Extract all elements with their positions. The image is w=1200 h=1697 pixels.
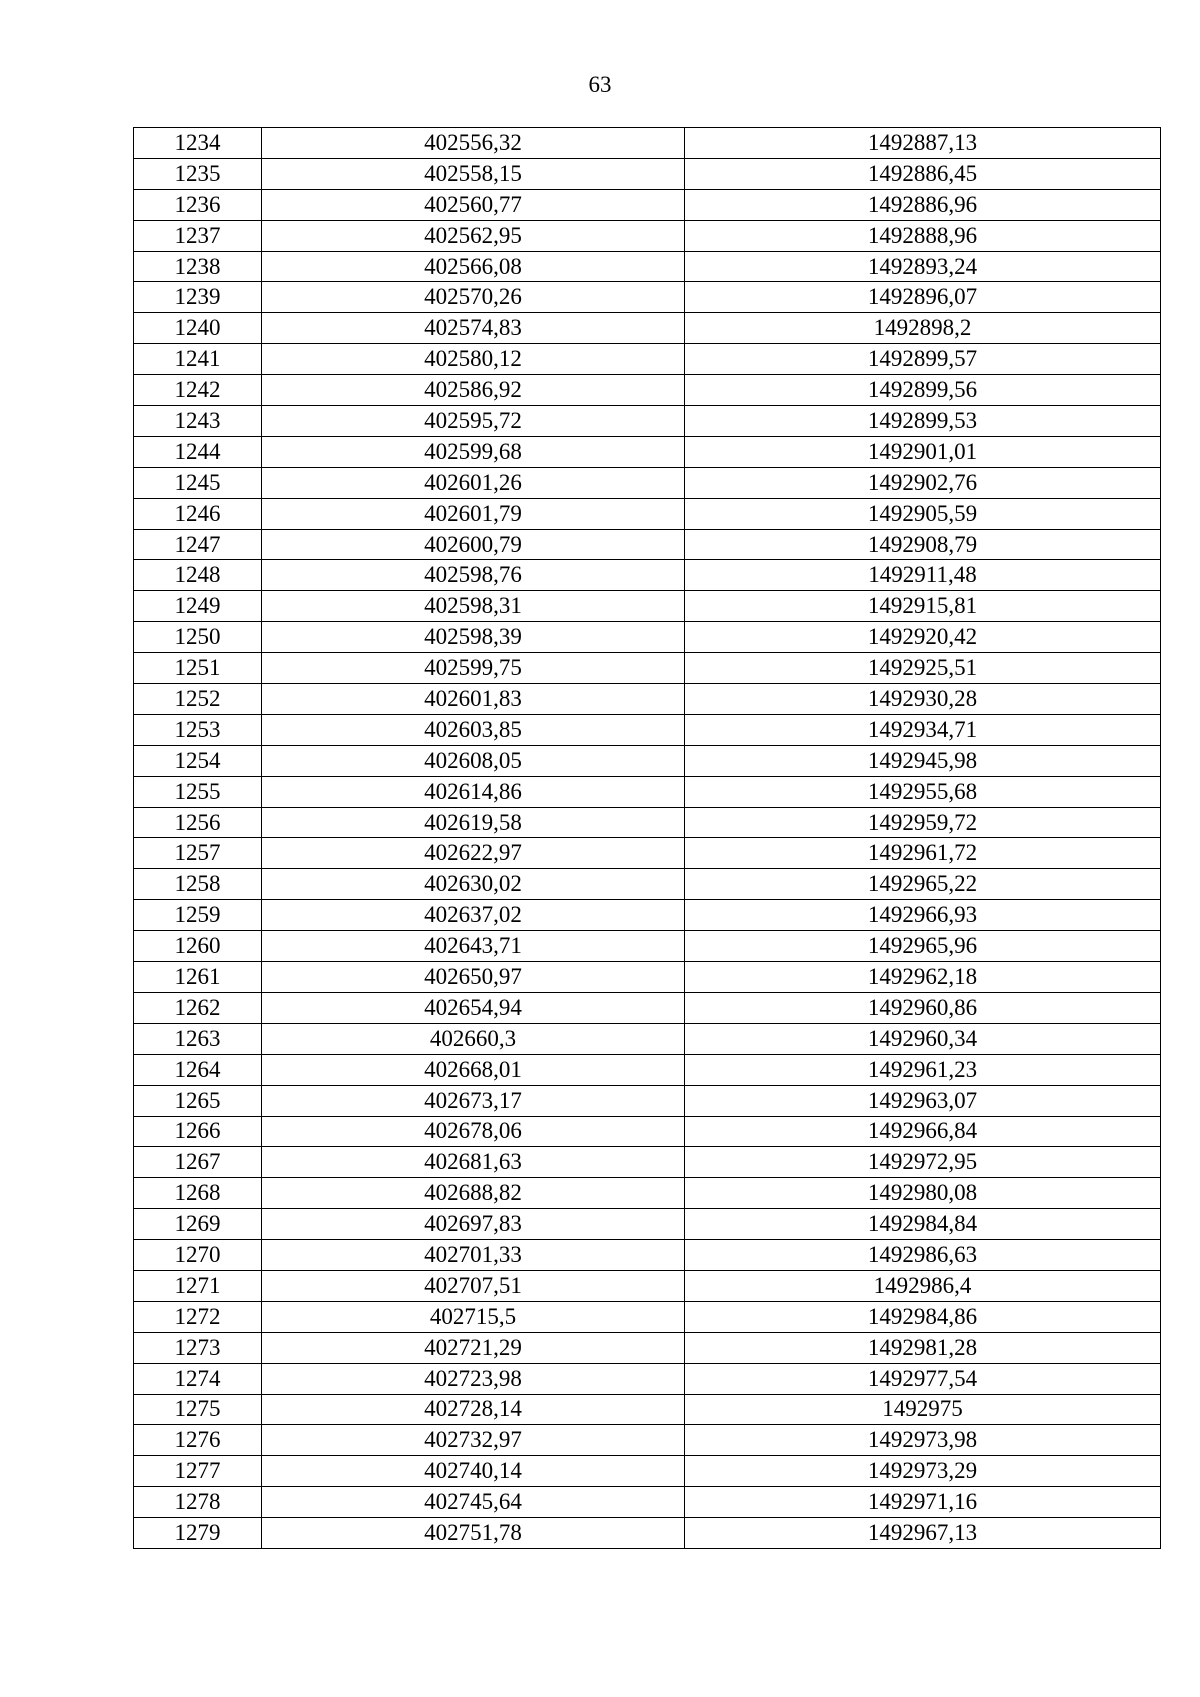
table-row <box>134 745 1161 776</box>
x-coordinate-cell: 402721,29 <box>262 1332 685 1363</box>
x-coordinate-cell: 402598,31 <box>262 591 685 622</box>
x-coordinate-cell: 402673,17 <box>262 1085 685 1116</box>
y-coordinate-cell: 1492898,2 <box>685 313 1161 344</box>
x-coordinate-cell: 402608,05 <box>262 745 685 776</box>
x-coordinate-cell: 402678,06 <box>262 1116 685 1147</box>
table-row <box>134 962 1161 993</box>
table-row <box>134 529 1161 560</box>
table-row <box>134 1209 1161 1240</box>
x-coordinate-cell: 402598,39 <box>262 622 685 653</box>
point-number-cell: 1244 <box>134 436 262 467</box>
x-coordinate-cell: 402707,51 <box>262 1270 685 1301</box>
point-number-cell: 1274 <box>134 1363 262 1394</box>
point-number-cell: 1268 <box>134 1178 262 1209</box>
table-row <box>134 1270 1161 1301</box>
x-coordinate-cell: 402595,72 <box>262 406 685 437</box>
table-row <box>134 560 1161 591</box>
point-number-cell: 1255 <box>134 776 262 807</box>
point-number-cell: 1239 <box>134 282 262 313</box>
x-coordinate-cell: 402715,5 <box>262 1301 685 1332</box>
point-number-cell: 1256 <box>134 807 262 838</box>
x-coordinate-cell: 402630,02 <box>262 869 685 900</box>
table-row <box>134 869 1161 900</box>
table-row <box>134 1332 1161 1363</box>
table-row <box>134 498 1161 529</box>
point-number-cell: 1251 <box>134 653 262 684</box>
x-coordinate-cell: 402723,98 <box>262 1363 685 1394</box>
x-coordinate-cell: 402599,75 <box>262 653 685 684</box>
y-coordinate-cell: 1492975 <box>685 1394 1161 1425</box>
point-number-cell: 1235 <box>134 158 262 189</box>
y-coordinate-cell: 1492961,72 <box>685 838 1161 869</box>
x-coordinate-cell: 402586,92 <box>262 375 685 406</box>
y-coordinate-cell: 1492888,96 <box>685 220 1161 251</box>
x-coordinate-cell: 402570,26 <box>262 282 685 313</box>
table-row <box>134 1425 1161 1456</box>
y-coordinate-cell: 1492930,28 <box>685 684 1161 715</box>
y-coordinate-cell: 1492959,72 <box>685 807 1161 838</box>
x-coordinate-cell: 402637,02 <box>262 900 685 931</box>
x-coordinate-cell: 402562,95 <box>262 220 685 251</box>
point-number-cell: 1243 <box>134 406 262 437</box>
x-coordinate-cell: 402654,94 <box>262 992 685 1023</box>
table-row <box>134 1023 1161 1054</box>
table-row <box>134 406 1161 437</box>
y-coordinate-cell: 1492887,13 <box>685 128 1161 159</box>
y-coordinate-cell: 1492886,96 <box>685 189 1161 220</box>
y-coordinate-cell: 1492899,57 <box>685 344 1161 375</box>
x-coordinate-cell: 402560,77 <box>262 189 685 220</box>
table-row <box>134 931 1161 962</box>
point-number-cell: 1238 <box>134 251 262 282</box>
x-coordinate-cell: 402603,85 <box>262 714 685 745</box>
point-number-cell: 1241 <box>134 344 262 375</box>
x-coordinate-cell: 402745,64 <box>262 1487 685 1518</box>
y-coordinate-cell: 1492955,68 <box>685 776 1161 807</box>
y-coordinate-cell: 1492901,01 <box>685 436 1161 467</box>
y-coordinate-cell: 1492899,56 <box>685 375 1161 406</box>
x-coordinate-cell: 402558,15 <box>262 158 685 189</box>
table-row <box>134 591 1161 622</box>
table-row <box>134 344 1161 375</box>
table-row <box>134 128 1161 159</box>
point-number-cell: 1246 <box>134 498 262 529</box>
table-row <box>134 158 1161 189</box>
x-coordinate-cell: 402650,97 <box>262 962 685 993</box>
point-number-cell: 1279 <box>134 1518 262 1549</box>
y-coordinate-cell: 1492908,79 <box>685 529 1161 560</box>
y-coordinate-cell: 1492899,53 <box>685 406 1161 437</box>
point-number-cell: 1252 <box>134 684 262 715</box>
table-row <box>134 467 1161 498</box>
y-coordinate-cell: 1492973,98 <box>685 1425 1161 1456</box>
x-coordinate-cell: 402643,71 <box>262 931 685 962</box>
point-number-cell: 1249 <box>134 591 262 622</box>
x-coordinate-cell: 402732,97 <box>262 1425 685 1456</box>
y-coordinate-cell: 1492967,13 <box>685 1518 1161 1549</box>
point-number-cell: 1247 <box>134 529 262 560</box>
y-coordinate-cell: 1492965,22 <box>685 869 1161 900</box>
point-number-cell: 1250 <box>134 622 262 653</box>
point-number-cell: 1262 <box>134 992 262 1023</box>
table-row <box>134 251 1161 282</box>
point-number-cell: 1269 <box>134 1209 262 1240</box>
point-number-cell: 1277 <box>134 1456 262 1487</box>
x-coordinate-cell: 402556,32 <box>262 128 685 159</box>
table-row <box>134 1054 1161 1085</box>
x-coordinate-cell: 402601,79 <box>262 498 685 529</box>
point-number-cell: 1270 <box>134 1240 262 1271</box>
point-number-cell: 1272 <box>134 1301 262 1332</box>
y-coordinate-cell: 1492984,86 <box>685 1301 1161 1332</box>
y-coordinate-cell: 1492986,63 <box>685 1240 1161 1271</box>
point-number-cell: 1265 <box>134 1085 262 1116</box>
coordinates-table <box>133 127 1161 1549</box>
y-coordinate-cell: 1492963,07 <box>685 1085 1161 1116</box>
table-row <box>134 1178 1161 1209</box>
table-row <box>134 1487 1161 1518</box>
table-row <box>134 1240 1161 1271</box>
y-coordinate-cell: 1492920,42 <box>685 622 1161 653</box>
point-number-cell: 1234 <box>134 128 262 159</box>
point-number-cell: 1245 <box>134 467 262 498</box>
y-coordinate-cell: 1492965,96 <box>685 931 1161 962</box>
x-coordinate-cell: 402668,01 <box>262 1054 685 1085</box>
point-number-cell: 1271 <box>134 1270 262 1301</box>
table-row <box>134 282 1161 313</box>
point-number-cell: 1242 <box>134 375 262 406</box>
x-coordinate-cell: 402601,83 <box>262 684 685 715</box>
coordinates-table-body <box>134 128 1161 1549</box>
point-number-cell: 1253 <box>134 714 262 745</box>
table-row <box>134 684 1161 715</box>
y-coordinate-cell: 1492981,28 <box>685 1332 1161 1363</box>
y-coordinate-cell: 1492966,93 <box>685 900 1161 931</box>
y-coordinate-cell: 1492945,98 <box>685 745 1161 776</box>
x-coordinate-cell: 402701,33 <box>262 1240 685 1271</box>
y-coordinate-cell: 1492962,18 <box>685 962 1161 993</box>
y-coordinate-cell: 1492896,07 <box>685 282 1161 313</box>
x-coordinate-cell: 402697,83 <box>262 1209 685 1240</box>
x-coordinate-cell: 402688,82 <box>262 1178 685 1209</box>
table-row <box>134 1363 1161 1394</box>
table-row <box>134 375 1161 406</box>
x-coordinate-cell: 402580,12 <box>262 344 685 375</box>
table-row <box>134 653 1161 684</box>
y-coordinate-cell: 1492960,86 <box>685 992 1161 1023</box>
y-coordinate-cell: 1492960,34 <box>685 1023 1161 1054</box>
table-row <box>134 1116 1161 1147</box>
table-row <box>134 992 1161 1023</box>
x-coordinate-cell: 402751,78 <box>262 1518 685 1549</box>
table-row <box>134 220 1161 251</box>
point-number-cell: 1257 <box>134 838 262 869</box>
point-number-cell: 1276 <box>134 1425 262 1456</box>
table-row <box>134 1085 1161 1116</box>
table-row <box>134 1147 1161 1178</box>
y-coordinate-cell: 1492915,81 <box>685 591 1161 622</box>
point-number-cell: 1266 <box>134 1116 262 1147</box>
x-coordinate-cell: 402740,14 <box>262 1456 685 1487</box>
y-coordinate-cell: 1492966,84 <box>685 1116 1161 1147</box>
y-coordinate-cell: 1492886,45 <box>685 158 1161 189</box>
y-coordinate-cell: 1492905,59 <box>685 498 1161 529</box>
point-number-cell: 1248 <box>134 560 262 591</box>
x-coordinate-cell: 402574,83 <box>262 313 685 344</box>
y-coordinate-cell: 1492902,76 <box>685 467 1161 498</box>
point-number-cell: 1237 <box>134 220 262 251</box>
point-number-cell: 1259 <box>134 900 262 931</box>
table-row <box>134 436 1161 467</box>
y-coordinate-cell: 1492893,24 <box>685 251 1161 282</box>
table-row <box>134 1518 1161 1549</box>
x-coordinate-cell: 402614,86 <box>262 776 685 807</box>
table-row <box>134 714 1161 745</box>
y-coordinate-cell: 1492972,95 <box>685 1147 1161 1178</box>
y-coordinate-cell: 1492911,48 <box>685 560 1161 591</box>
y-coordinate-cell: 1492925,51 <box>685 653 1161 684</box>
table-row <box>134 900 1161 931</box>
point-number-cell: 1273 <box>134 1332 262 1363</box>
y-coordinate-cell: 1492980,08 <box>685 1178 1161 1209</box>
x-coordinate-cell: 402619,58 <box>262 807 685 838</box>
y-coordinate-cell: 1492977,54 <box>685 1363 1161 1394</box>
point-number-cell: 1260 <box>134 931 262 962</box>
table-row <box>134 807 1161 838</box>
table-row <box>134 622 1161 653</box>
table-row <box>134 189 1161 220</box>
point-number-cell: 1263 <box>134 1023 262 1054</box>
point-number-cell: 1264 <box>134 1054 262 1085</box>
y-coordinate-cell: 1492934,71 <box>685 714 1161 745</box>
y-coordinate-cell: 1492984,84 <box>685 1209 1161 1240</box>
x-coordinate-cell: 402681,63 <box>262 1147 685 1178</box>
table-row <box>134 776 1161 807</box>
x-coordinate-cell: 402728,14 <box>262 1394 685 1425</box>
page-number: 63 <box>588 72 612 97</box>
x-coordinate-cell: 402566,08 <box>262 251 685 282</box>
table-row <box>134 838 1161 869</box>
point-number-cell: 1267 <box>134 1147 262 1178</box>
y-coordinate-cell: 1492971,16 <box>685 1487 1161 1518</box>
point-number-cell: 1275 <box>134 1394 262 1425</box>
point-number-cell: 1278 <box>134 1487 262 1518</box>
point-number-cell: 1258 <box>134 869 262 900</box>
table-row <box>134 1394 1161 1425</box>
x-coordinate-cell: 402660,3 <box>262 1023 685 1054</box>
x-coordinate-cell: 402599,68 <box>262 436 685 467</box>
point-number-cell: 1240 <box>134 313 262 344</box>
x-coordinate-cell: 402601,26 <box>262 467 685 498</box>
y-coordinate-cell: 1492961,23 <box>685 1054 1161 1085</box>
point-number-cell: 1254 <box>134 745 262 776</box>
y-coordinate-cell: 1492973,29 <box>685 1456 1161 1487</box>
y-coordinate-cell: 1492986,4 <box>685 1270 1161 1301</box>
table-row <box>134 1301 1161 1332</box>
x-coordinate-cell: 402600,79 <box>262 529 685 560</box>
x-coordinate-cell: 402622,97 <box>262 838 685 869</box>
point-number-cell: 1236 <box>134 189 262 220</box>
table-row <box>134 313 1161 344</box>
x-coordinate-cell: 402598,76 <box>262 560 685 591</box>
point-number-cell: 1261 <box>134 962 262 993</box>
table-row <box>134 1456 1161 1487</box>
